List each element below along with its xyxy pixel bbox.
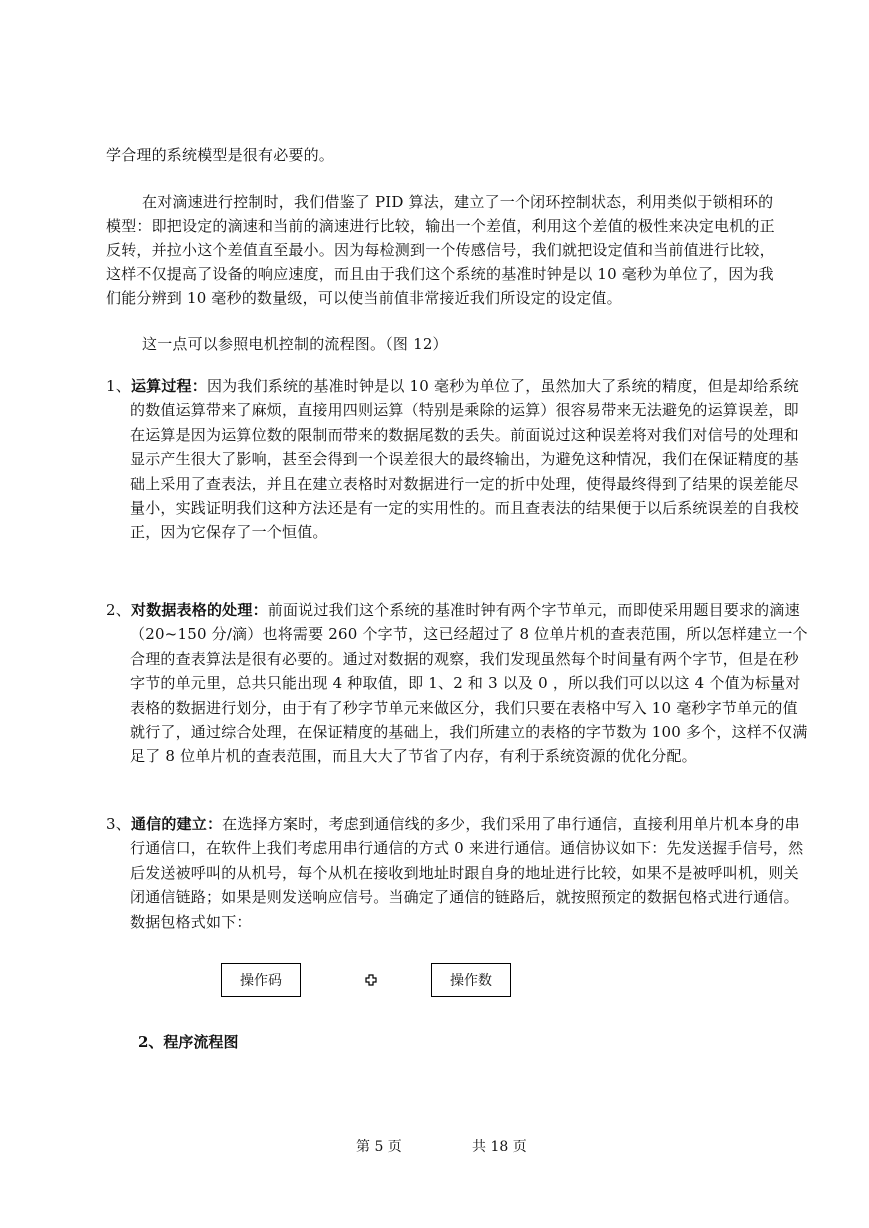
paragraph-pid-control: 在对滴速进行控制时，我们借鉴了 PID 算法，建立了一个闭环控制状态，利用类似于锁相环的模型：即把设定的滴速和当前的滴速进行比较，输出一个差值，利用这个差值的极性来决定电机的正反转，并拉小这个差值直至最小。因为每检测到一个传感信号，我们就把设定值和当前值进行比较，这样不仅提高了设备的响应速度，而且由于我们这个系统的基准时钟是以 10 毫秒为单位了，因为我们能分辨到 10 毫秒的数量级，可以使当前值非常接近我们所设定的设定值。 xyxy=(106,193,775,307)
item-separator: ： xyxy=(191,377,207,395)
item-number: 2、 xyxy=(106,601,131,619)
list-item-computation xyxy=(106,374,812,545)
operand-label: 操作数 xyxy=(450,973,492,989)
item-text: 在选择方案时，考虑到通信线的多少，我们采用了串行通信，直接利用单片机本身的串行通信口，在软件上我们考虑用串行通信的方式 0 来进行通信。通信协议如下：先发送握手信号，然后发送被呼叫的从机号，每个从机在接收到地址时跟自身的地址进行比较，如果不是被呼叫机，则关闭通信链路；如果是则发送响应信号。当确定了通信的链路后，就按照预定的数据包格式进行通信。数据包格式如下： xyxy=(130,815,804,931)
item-title: 通信的建立 xyxy=(130,815,207,833)
paragraph-flowchart-ref: 这一点可以参照电机控制的流程图。（图 12） xyxy=(142,335,448,353)
item-number: 3、 xyxy=(106,815,131,833)
paragraph-continuation: 学合理的系统模型是很有必要的。 xyxy=(106,146,335,164)
section-heading-flowchart: 2、程序流程图 xyxy=(138,1033,239,1051)
item-separator: ： xyxy=(206,815,223,833)
page-total: 共 18 页 xyxy=(472,1139,527,1155)
opcode-label: 操作码 xyxy=(240,973,282,989)
opcode-box xyxy=(221,963,301,997)
page-number: 第 5 页 xyxy=(356,1139,402,1155)
operand-box xyxy=(431,963,511,997)
item-title: 运算过程 xyxy=(130,377,192,395)
plus-outline-icon xyxy=(365,974,377,986)
item-separator: ： xyxy=(252,601,268,619)
list-item-table-processing xyxy=(106,598,812,769)
list-item-communication xyxy=(106,812,812,934)
item-text: 因为我们系统的基准时钟是以 10 毫秒为单位了，虽然加大了系统的精度，但是却给系统的数值运算带来了麻烦，直接用四则运算（特别是乘除的运算）很容易带来无法避免的运算误差，即在运算是因为运算位数的限制而带来的数据尾数的丢失。前面说过这种误差将对我们对信号的处理和显示产生很大了影响，甚至会得到一个误差很大的最终输出，为避免这种情况，我们在保证精度的基础上采用了查表法，并且在建立表格时对数据进行一定的折中处理，使得最终得到了结果的误差能尽量小，实践证明我们这种方法还是有一定的实用性的。而且查表法的结果便于以后系统误差的自我校正，因为它保存了一个恒值。 xyxy=(130,377,799,542)
item-number: 1、 xyxy=(106,377,131,395)
item-title: 对数据表格的处理 xyxy=(130,601,253,619)
item-text: 前面说过我们这个系统的基准时钟有两个字节单元，而即使采用题目要求的滴速（20~150 分/滴）也将需要 260 个字节，这已经超过了 8 位单片机的查表范围，所以怎样建立一个合理的查表算法是很有必要的。通过对数据的观察，我们发现虽然每个时间量有两个字节，但是在秒字节的单元里，总共只能出现 4 种取值，即 1、2 和 3 以及 0 ，所以我们可以以这 4 个值为标量对表格的数据进行划分，由于有了秒字节单元来做区分，我们只要在表格中写入 10 毫秒字节单元的值就行了，通过综合处理，在保证精度的基础上，我们所建立的表格的字节数为 100 多个，这样不仅满足了 8 位单片机的查表范围，而且大大了节省了内存，有利于系统资源的优化分配。 xyxy=(130,601,808,766)
